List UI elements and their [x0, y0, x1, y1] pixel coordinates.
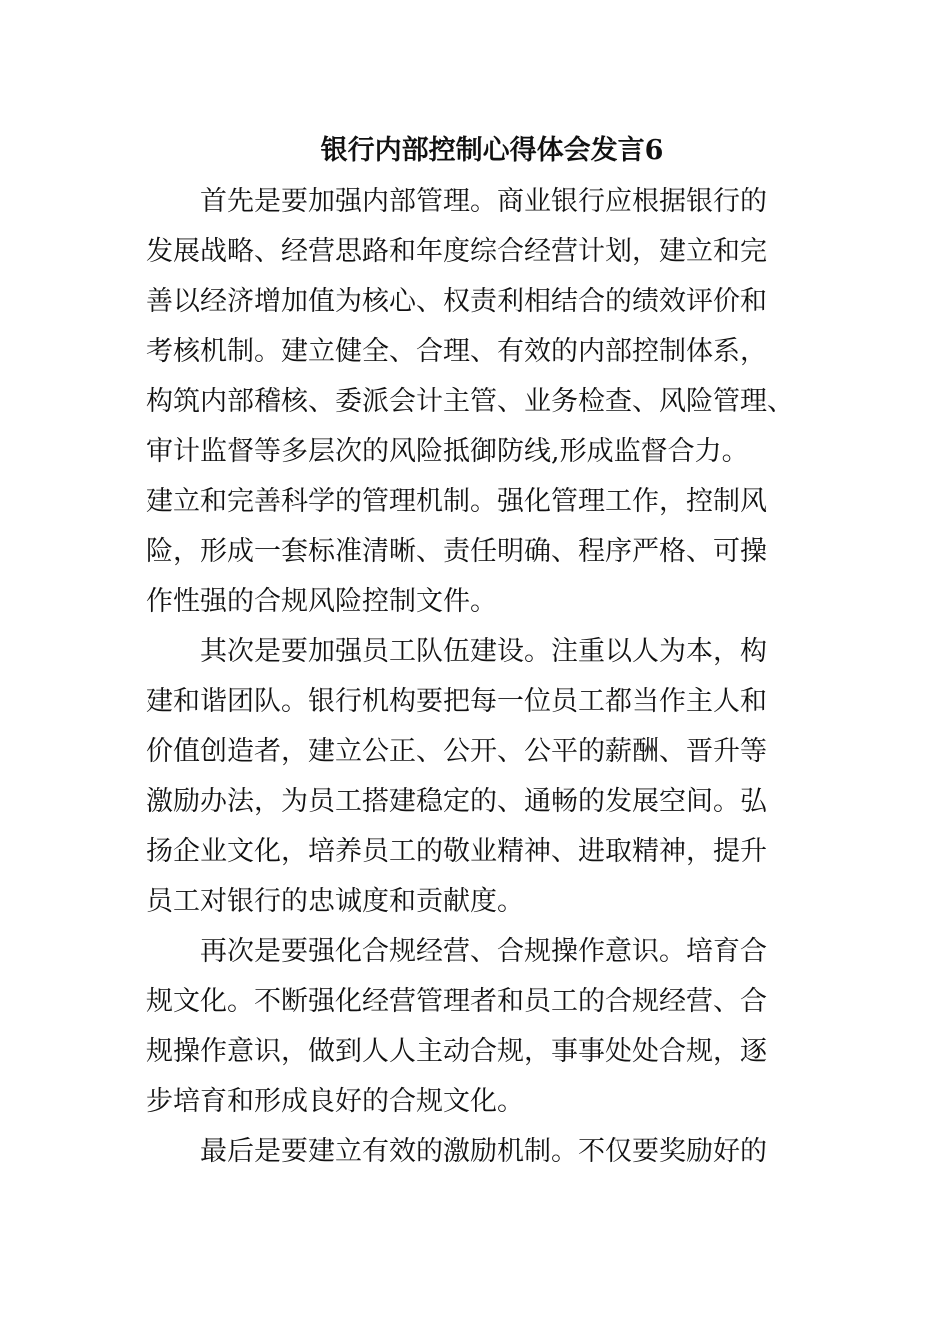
paragraph-line: 险，形成一套标准清晰、责任明确、程序严格、可操 [146, 536, 767, 567]
paragraph-internal-management [146, 177, 846, 627]
document-body [146, 177, 846, 1177]
paragraph-incentives [146, 1127, 846, 1177]
paragraph-line: 最后是要建立有效的激励机制。不仅要奖励好的 [200, 1136, 767, 1167]
paragraph-staff-building [146, 627, 846, 927]
paragraph-line: 建和谐团队。银行机构要把每一位员工都当作主人和 [146, 686, 767, 717]
paragraph-line: 善以经济增加值为核心、权责利相结合的绩效评价和 [146, 286, 767, 317]
paragraph-line: 再次是要强化合规经营、合规操作意识。培育合 [200, 936, 767, 967]
paragraph-line: 激励办法，为员工搭建稳定的、通畅的发展空间。弘 [146, 786, 767, 817]
paragraph-line: 价值创造者，建立公正、公开、公平的薪酬、晋升等 [146, 736, 767, 767]
paragraph-compliance [146, 927, 846, 1127]
paragraph-line: 扬企业文化，培养员工的敬业精神、进取精神，提升 [146, 836, 767, 867]
paragraph-line: 首先是要加强内部管理。商业银行应根据银行的 [200, 186, 767, 217]
paragraph-line: 步培育和形成良好的合规文化。 [146, 1086, 524, 1117]
paragraph-line: 规文化。不断强化经营管理者和员工的合规经营、合 [146, 986, 767, 1017]
paragraph-line: 规操作意识，做到人人主动合规，事事处处合规，逐 [146, 1036, 767, 1067]
paragraph-line: 其次是要加强员工队伍建设。注重以人为本，构 [200, 636, 767, 667]
paragraph-line: 审计监督等多层次的风险抵御防线,形成监督合力。 [146, 436, 749, 467]
paragraph-line: 构筑内部稽核、委派会计主管、业务检查、风险管理、 [146, 386, 794, 417]
document-title: 银行内部控制心得体会发言6 [320, 135, 664, 166]
paragraph-line: 考核机制。建立健全、合理、有效的内部控制体系， [146, 336, 767, 367]
paragraph-line: 作性强的合规风险控制文件。 [146, 586, 497, 617]
paragraph-line: 发展战略、经营思路和年度综合经营计划，建立和完 [146, 236, 767, 267]
paragraph-line: 员工对银行的忠诚度和贡献度。 [146, 886, 524, 917]
paragraph-line: 建立和完善科学的管理机制。强化管理工作，控制风 [146, 486, 767, 517]
